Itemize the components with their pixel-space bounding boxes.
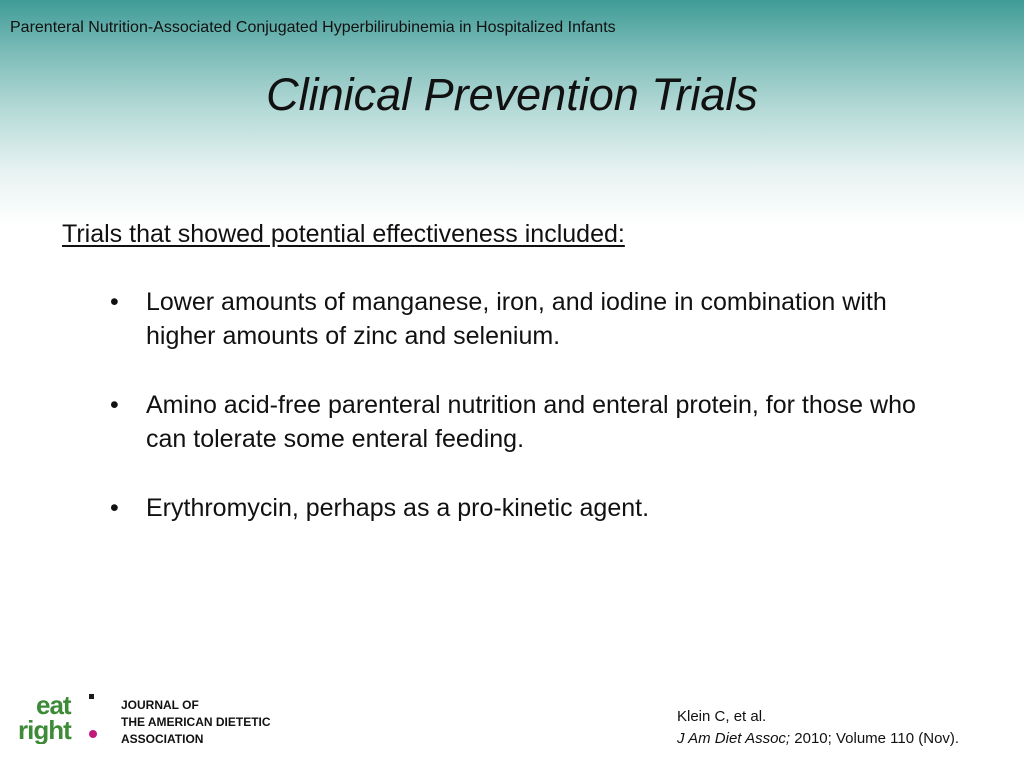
journal-name: [121, 697, 271, 748]
citation-reference: [677, 728, 959, 750]
journal-line: THE AMERICAN DIETETIC: [121, 715, 271, 729]
citation-author: Klein C, et al.: [677, 708, 767, 725]
bullet-text: Amino acid-free parenteral nutrition and enteral protein, for those who can tolerate some enteral feeding.: [146, 391, 916, 453]
bullet-list: [110, 285, 950, 560]
journal-line: JOURNAL OF: [121, 698, 199, 712]
citation: [677, 706, 959, 750]
citation-journal: J Am Diet Assoc;: [677, 730, 791, 747]
journal-line: ASSOCIATION: [121, 732, 204, 746]
bullet-text: Erythromycin, perhaps as a pro-kinetic agent.: [146, 494, 650, 522]
bullet-item: [110, 491, 950, 525]
logo-word-eat: eat: [36, 690, 71, 720]
bullet-item: [110, 388, 950, 456]
intro-text: Trials that showed potential effectiveness included:: [62, 220, 625, 248]
bullet-text: Lower amounts of manganese, iron, and iodine in combination with higher amounts of zinc and selenium.: [146, 288, 887, 350]
bullet-marker: •: [110, 494, 119, 522]
bullet-marker: •: [110, 288, 119, 316]
logo-dot-icon: [89, 730, 97, 738]
citation-details: 2010; Volume 110 (Nov).: [790, 730, 960, 747]
slide-title: Clinical Prevention Trials: [266, 69, 758, 120]
logo-word-right: right: [18, 715, 71, 744]
logo-accent-dark: [89, 694, 94, 699]
bullet-item: [110, 285, 950, 353]
bullet-marker: •: [110, 391, 119, 419]
eat-right-logo: [16, 690, 100, 744]
running-header: Parenteral Nutrition-Associated Conjugated Hyperbilirubinemia in Hospitalized Infants: [10, 19, 616, 36]
